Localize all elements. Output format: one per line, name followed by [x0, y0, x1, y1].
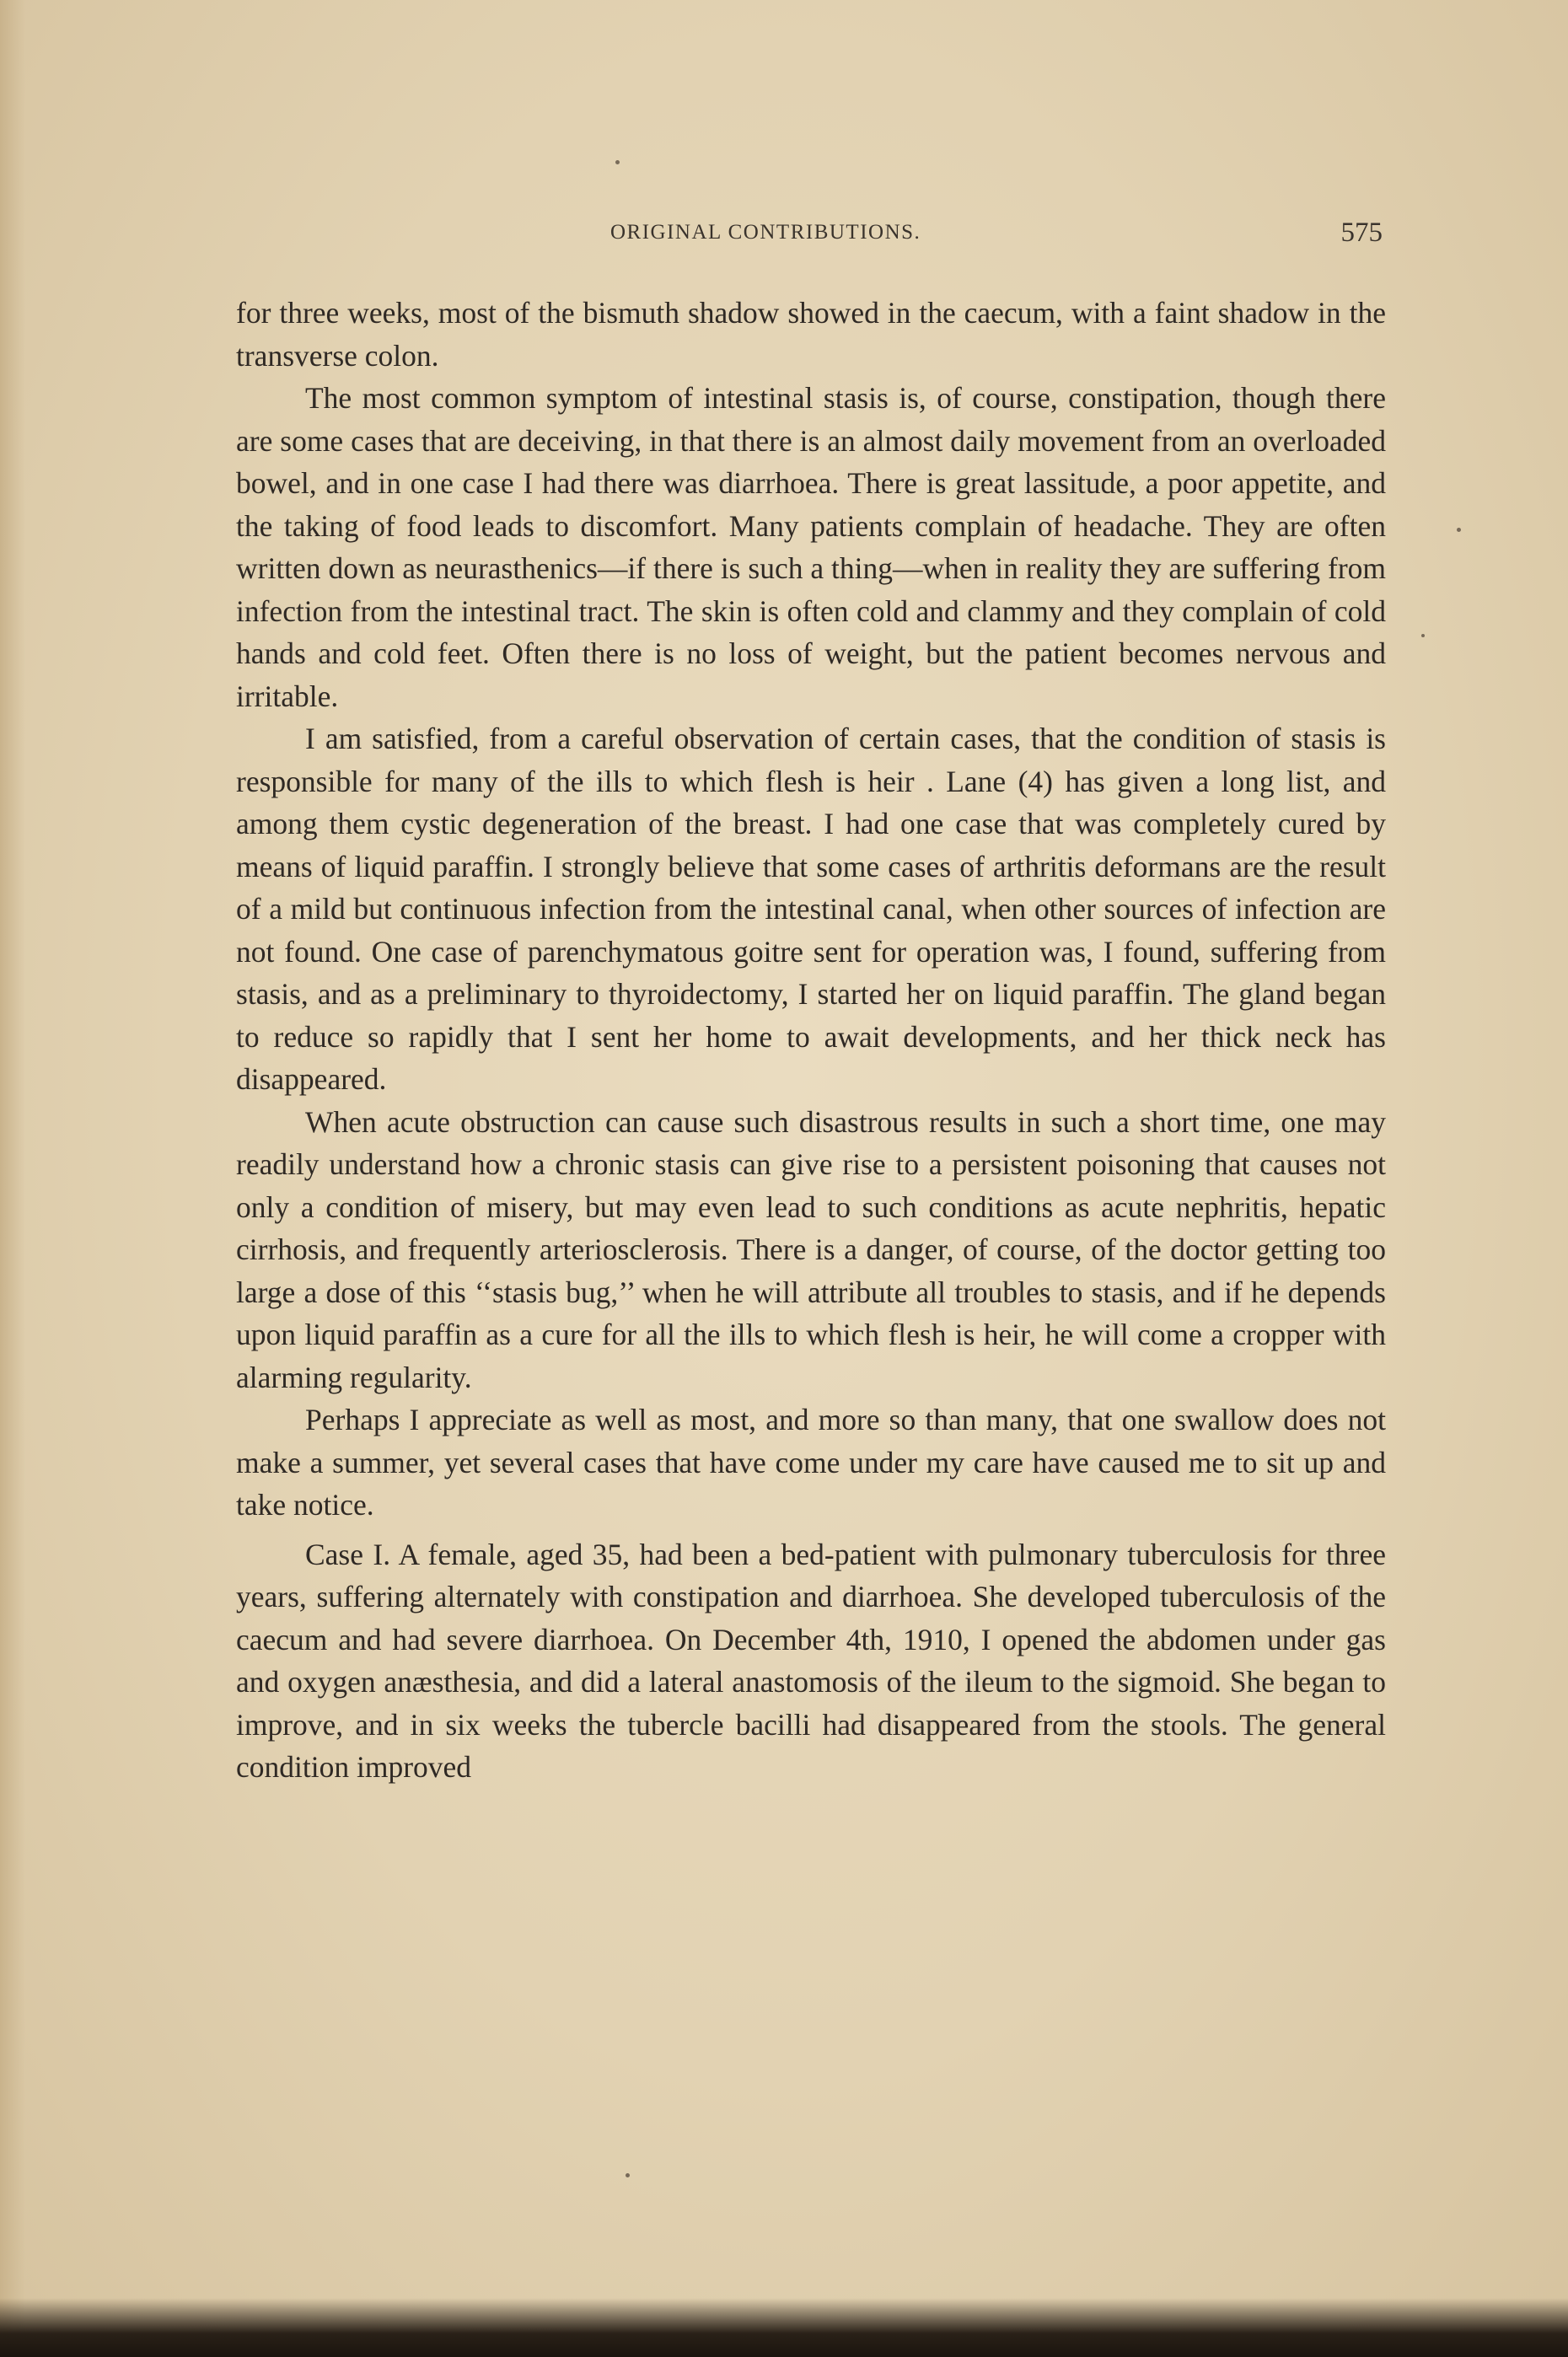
ink-speck	[615, 160, 620, 164]
ink-speck	[1421, 634, 1425, 637]
paragraph-perhaps: Perhaps I appreciate as well as most, and more so than many, that one swallow does not make a summer, yet several cases that have come under my care have caused me to sit up and take notice.	[236, 1403, 1386, 1522]
paragraph-case-one: Case I. A female, aged 35, had been a bed-patient with pulmonary tuberculosis for three years, suffering alternately with constipation and diarrhoea. She developed tuberculosis of the caecum and had severe diarrhoea. On December 4th, 1910, I opened the abdomen under gas and oxygen anæsthesia, and did a lateral anastomosis of the ileum to the sigmoid. She began to improve, and in six weeks the tubercle bacilli had disappeared from the stools. The general condition improved	[236, 1537, 1386, 1784]
paragraph-continuation: for three weeks, most of the bismuth shadow showed in the caecum, with a faint shadow in the transverse colon.	[236, 296, 1386, 373]
paragraph-acute-obstruction: When acute obstruction can cause such disastrous results in such a short time, one may readily understand how a chronic stasis can give rise to a persistent poisoning that causes not only a condition of misery, but may even lead to such conditions as acute nephritis, hepatic cirrhosis, and frequently arteriosclerosis. There is a danger, of course, of the doctor getting too large a dose of this ‘‘stasis bug,’’ when he will attribute all troubles to stasis, and if he depends upon liquid paraffin as a cure for all the ills to which flesh is heir, he will come a cropper with alarming regularity.	[236, 1104, 1386, 1394]
paragraph-observation: I am satisfied, from a careful observation of certain cases, that the condition of stasis is responsible for many of the ills to which flesh is heir . Lane (4) has given a long list, and among them cystic degeneration of the breast. I had one case that was completely cured by means of liquid paraffin. I strongly believe that some cases of arthritis deformans are the result of a mild but continuous infection from the intestinal canal, when other sources of infection are not found. One case of parenchymatous goitre sent for operation was, I found, suffering from stasis, and as a preliminary to thyroidectomy, I started her on liquid paraffin. The gland began to reduce so rapidly that I sent her home to await developments, and her thick neck has disappeared.	[236, 722, 1386, 1096]
body-text	[236, 292, 1386, 1789]
running-title: ORIGINAL CONTRIBUTIONS.	[610, 221, 921, 244]
paragraph-symptoms: The most common symptom of intestinal stasis is, of course, constipation, though there are some cases that are deceiving, in that there is an almost daily movement from an overloaded bowel, and in one case I had there was diarrhoea. There is great lassitude, a poor appetite, and the taking of food leads to discomfort. Many patients complain of headache. They are often written down as neurasthenics—if there is such a thing—when in reality they are suffering from infection from the intestinal tract. The skin is often cold and clammy and they complain of cold hands and cold feet. Often there is no loss of weight, but the patient becomes nervous and irritable.	[236, 381, 1386, 713]
ink-speck	[1457, 528, 1461, 532]
page-number: 575	[1340, 217, 1383, 248]
running-head	[236, 217, 1383, 255]
ink-speck	[626, 2173, 630, 2177]
